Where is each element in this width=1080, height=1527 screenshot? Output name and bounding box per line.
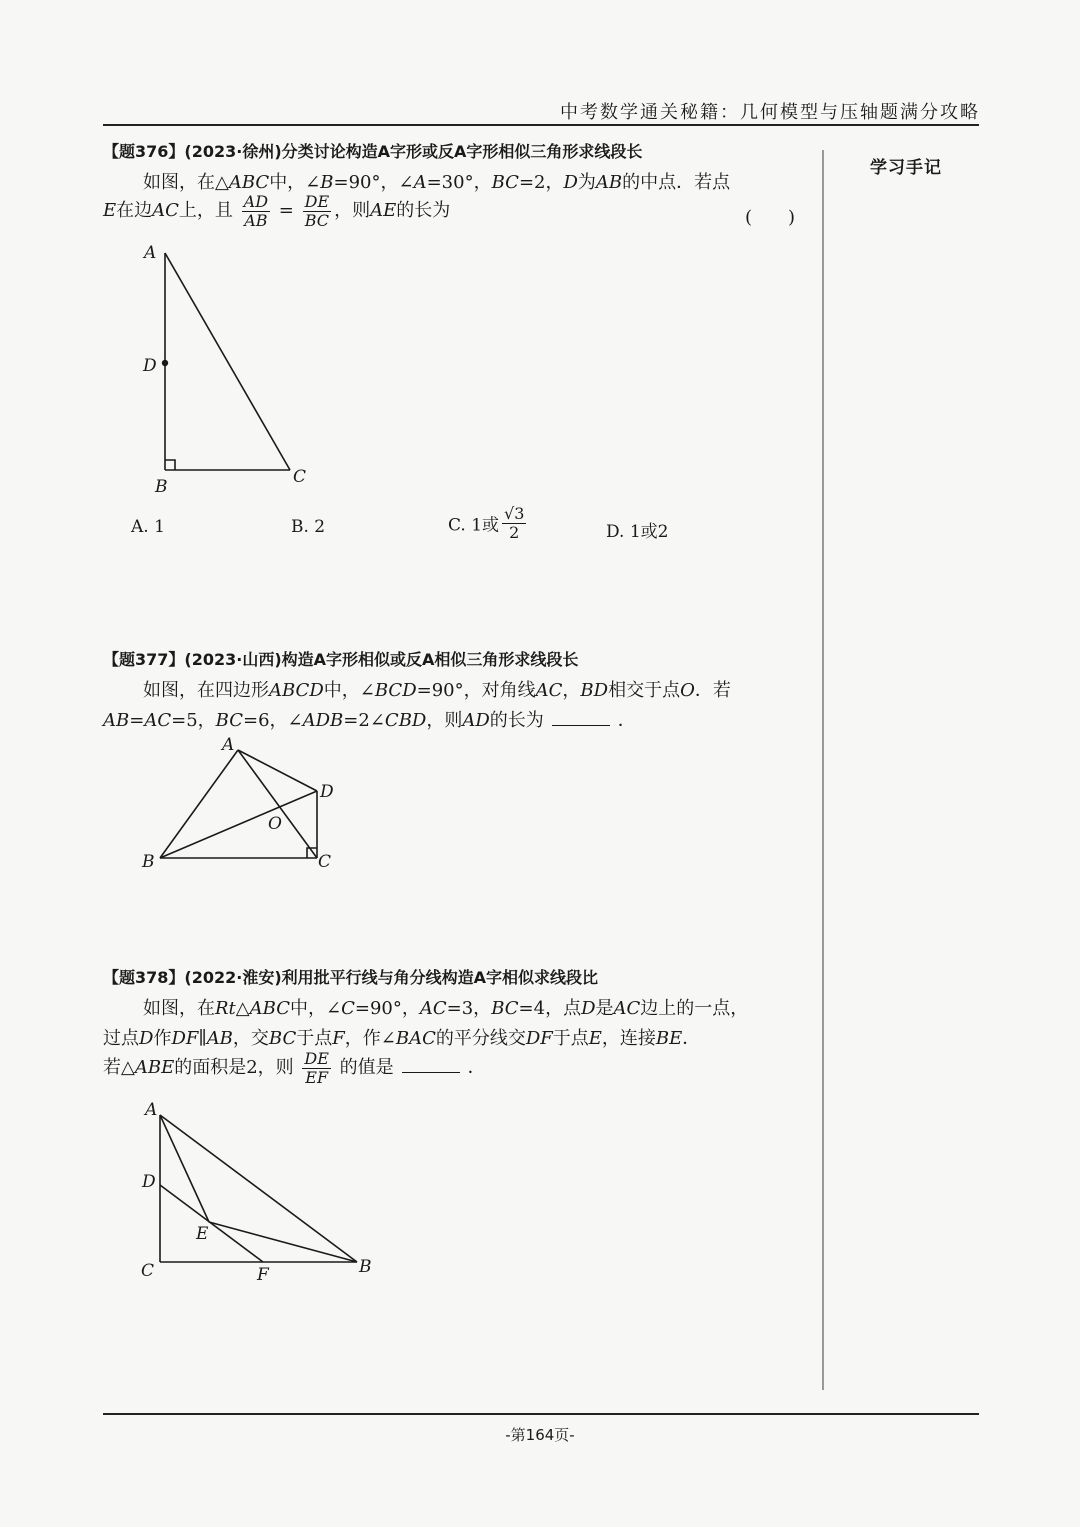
vertex-label-b: B (359, 1257, 372, 1277)
option-a[interactable]: A. 1 (131, 517, 165, 537)
option-c[interactable]: C. 1或 $\frac{√3}{2}$ (448, 504, 525, 542)
vertex-label-c: C (293, 467, 307, 487)
footer-rule (103, 1413, 979, 1415)
midpoint-d-dot (162, 360, 168, 366)
intersection-label-o: O (268, 814, 282, 834)
vertex-label-c: C (141, 1261, 155, 1281)
book-header-title: 中考数学通关秘籍：几何模型与压轴题满分攻略 (560, 102, 980, 123)
page-number: -第164页- (505, 1426, 575, 1444)
q376-answer-bracket: ( ) (745, 207, 796, 228)
q376-heading: 【题376】(2023·徐州)分类讨论构造A字形或反A字形相似三角形求线段长 (103, 142, 643, 161)
sidebar-notes-title: 学习手记 (870, 158, 942, 178)
vertex-label-a: A (144, 243, 157, 263)
q378-line-2: 过点D作DF∥AB，交BC于点F，作∠BAC的平分线交DF于点E，连接BE． (103, 1028, 701, 1049)
q378-line-3: 若△ABE的面积是2，则 $\frac{DE}{EF}$ 的值是 ． (103, 1049, 486, 1087)
fraction-de-ef: $\frac{DE}{EF}$ (304, 1049, 329, 1087)
fraction-ad-ab: $\frac{AD}{AB}$ (243, 192, 269, 230)
vertex-label-b: B (155, 477, 168, 497)
vertex-label-c: C (318, 852, 332, 872)
q377-heading: 【题377】(2023·山西)构造A字形相似或反A相似三角形求线段长 (103, 650, 579, 669)
q376-line-2: E在边AC上，且 $\frac{AD}{AB}$ = $\frac{DE}{BC}$ ，则AE的长为 (103, 192, 451, 230)
q378-line-1: 如图，在Rt△ABC中，∠C=90°，AC=3，BC=4，点D是AC边上的一点， (143, 998, 749, 1019)
option-b[interactable]: B. 2 (291, 517, 326, 537)
option-d[interactable]: D. 1或2 (606, 522, 669, 542)
point-label-f: F (257, 1265, 269, 1285)
vertex-label-a: A (222, 735, 235, 755)
q377-answer-blank[interactable] (552, 711, 610, 726)
q377-line-1: 如图，在四边形ABCD中，∠BCD=90°，对角线AC，BD相交于点O．若 (143, 680, 731, 701)
margin-divider (822, 150, 824, 1390)
fraction-sqrt3-over-2: $\frac{√3}{2}$ (504, 504, 525, 542)
vertex-label-a: A (145, 1100, 158, 1120)
q377-line-2: AB=AC=5，BC=6，∠ADB=2∠CBD，则AD的长为 ． (103, 710, 636, 731)
vertex-label-d: D (320, 782, 334, 802)
q376-line-1: 如图，在△ABC中，∠B=90°，∠A=30°，BC=2，D为AB的中点．若点 (143, 172, 731, 193)
vertex-label-b: B (142, 852, 155, 872)
fraction-de-bc: $\frac{DE}{BC}$ (304, 192, 330, 230)
point-label-d: D (142, 1172, 156, 1192)
q378-heading: 【题378】(2022·淮安)利用批平行线与角分线构造A字相似求线段比 (103, 968, 599, 987)
vertex-label-d: D (143, 356, 157, 376)
header-rule (103, 124, 979, 126)
q377-figure (130, 730, 350, 880)
q378-figure (130, 1095, 390, 1295)
q378-answer-blank[interactable] (402, 1058, 460, 1073)
q376-figure (130, 238, 330, 498)
point-label-e: E (196, 1224, 209, 1244)
